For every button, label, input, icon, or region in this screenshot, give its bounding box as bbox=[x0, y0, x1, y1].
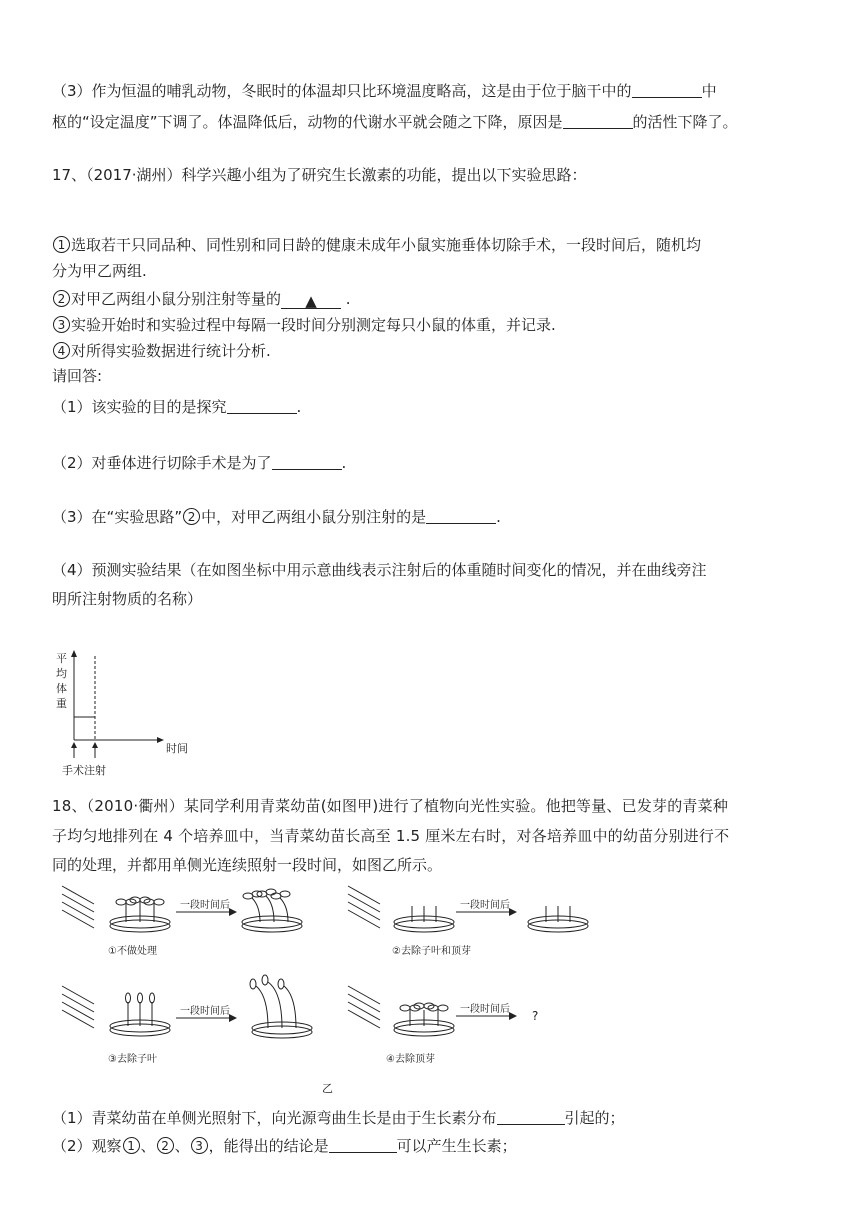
panel-4-label: ④去除顶芽 bbox=[386, 1054, 435, 1065]
q18-question1: （1）青菜幼苗在单侧光照射下，向光源弯曲生长是由于生长素分布 引起的； bbox=[52, 1109, 625, 1127]
injection-arrow-icon bbox=[92, 742, 98, 748]
answer-blank[interactable] bbox=[497, 1110, 565, 1125]
answer-blank[interactable] bbox=[227, 399, 297, 414]
y-axis-label-char: 体 bbox=[56, 682, 67, 695]
q17-answer-prompt: 请回答: bbox=[52, 367, 103, 385]
light-rays-icon bbox=[348, 986, 380, 1028]
x-axis-label: 时间 bbox=[166, 742, 188, 755]
y-axis-label-char: 重 bbox=[56, 697, 67, 710]
surgery-injection-label: 手术注射 bbox=[62, 764, 106, 777]
step-number: 2 bbox=[157, 1137, 174, 1154]
x-axis-arrow-icon bbox=[157, 737, 164, 743]
answer-blank[interactable] bbox=[632, 83, 702, 98]
step-number: 1 bbox=[123, 1137, 140, 1154]
y-axis-label-char: 平 bbox=[56, 652, 67, 665]
q17-step2: 2 对甲乙两组小鼠分别注射等量的 ▲ . bbox=[52, 288, 351, 310]
panel-4 bbox=[348, 986, 538, 1065]
answer-blank[interactable] bbox=[426, 509, 496, 524]
q17-step1-line2: 分为甲乙两组. bbox=[52, 262, 147, 280]
q16-item3-line1: （3）作为恒温的哺乳动物，冬眠时的体温却只比环境温度略高，这是由于位于脑干中的 中 bbox=[52, 82, 717, 100]
unknown-result-mark: ? bbox=[532, 1009, 539, 1023]
step-number: 2 bbox=[53, 290, 70, 307]
panel-1 bbox=[62, 886, 302, 957]
answer-blank[interactable] bbox=[329, 1138, 397, 1153]
figure-caption: 乙 bbox=[322, 1082, 333, 1095]
triangle-icon: ▲ bbox=[305, 292, 317, 310]
step-number: 1 bbox=[53, 236, 70, 253]
q17-question2: （2）对垂体进行切除手术是为了 . bbox=[52, 454, 347, 472]
q17-question4-line2: 明所注射物质的名称） bbox=[52, 590, 203, 608]
q17-question4-line1: （4）预测实验结果（在如图坐标中用示意曲线表示注射后的体重随时间变化的情况，并在曲线旁注 bbox=[52, 561, 707, 579]
light-rays-icon bbox=[62, 986, 94, 1028]
panel-3-label: ③去除子叶 bbox=[108, 1054, 157, 1065]
panel-2 bbox=[348, 886, 588, 957]
q16-item3-line2: 枢的“设定温度”下调了。体温降低后，动物的代谢水平就会随之下降，原因是 的活性下降了。 bbox=[52, 113, 738, 131]
light-rays-icon bbox=[62, 886, 94, 928]
answer-blank[interactable] bbox=[563, 114, 633, 129]
y-axis-label-char: 均 bbox=[56, 667, 67, 680]
q17-step1-line1: 1 选取若干只同品种、同性别和同日龄的健康未成年小鼠实施垂体切除手术，一段时间后，随机均 bbox=[52, 234, 701, 256]
q17-header: 17、（2017·湖州）科学兴趣小组为了研究生长激素的功能，提出以下实验思路： bbox=[52, 166, 587, 184]
q18-header-line2: 子均匀地排列在 4 个培养皿中，当青菜幼苗长高至 1.5 厘米左右时，对各培养皿中的幼苗分别进行不 bbox=[52, 827, 730, 845]
y-axis-arrow-icon bbox=[71, 650, 77, 657]
q17-question3: （3）在“实验思路” 2 中，对甲乙两组小鼠分别注射的是 . bbox=[52, 508, 501, 526]
step-number: 3 bbox=[191, 1137, 208, 1154]
answer-blank[interactable] bbox=[272, 455, 342, 470]
q18-header-line3: 同的处理，并都用单侧光连续照射一段时间，如图乙所示。 bbox=[52, 856, 443, 874]
step-number: 3 bbox=[53, 316, 70, 333]
seedlings-icon bbox=[116, 897, 164, 922]
body-weight-graph[interactable] bbox=[52, 648, 212, 778]
q17-step3: 3 实验开始时和实验过程中每隔一段时间分别测定每只小鼠的体重，并记录. bbox=[52, 314, 556, 336]
phototropism-figure bbox=[60, 878, 620, 1098]
time-arrow-label: 一段时间后 bbox=[460, 1004, 510, 1015]
q17-question1: （1）该实验的目的是探究 . bbox=[52, 398, 302, 416]
surgery-arrow-icon bbox=[71, 742, 77, 748]
time-arrow-label: 一段时间后 bbox=[460, 900, 510, 911]
q18-header-line1: 18、（2010·衢州）某同学利用青菜幼苗(如图甲)进行了植物向光性实验。他把等量、已发芽的青菜种 bbox=[52, 797, 729, 815]
q17-step4: 4 对所得实验数据进行统计分析. bbox=[52, 340, 271, 362]
panel-1-label: ①不做处理 bbox=[108, 946, 157, 957]
q18-question2: （2）观察 1 、 2 、 3 ，能得出的结论是 可以产生生长素； bbox=[52, 1137, 517, 1155]
triangle-blank[interactable] bbox=[281, 294, 341, 309]
panel-2-label: ②去除子叶和顶芽 bbox=[392, 946, 471, 957]
step-number: 2 bbox=[183, 508, 200, 525]
panel-3 bbox=[62, 975, 312, 1065]
light-rays-icon bbox=[348, 886, 380, 928]
time-arrow-label: 一段时间后 bbox=[180, 1006, 230, 1017]
step-number: 4 bbox=[53, 342, 70, 359]
time-arrow-label: 一段时间后 bbox=[180, 900, 230, 911]
